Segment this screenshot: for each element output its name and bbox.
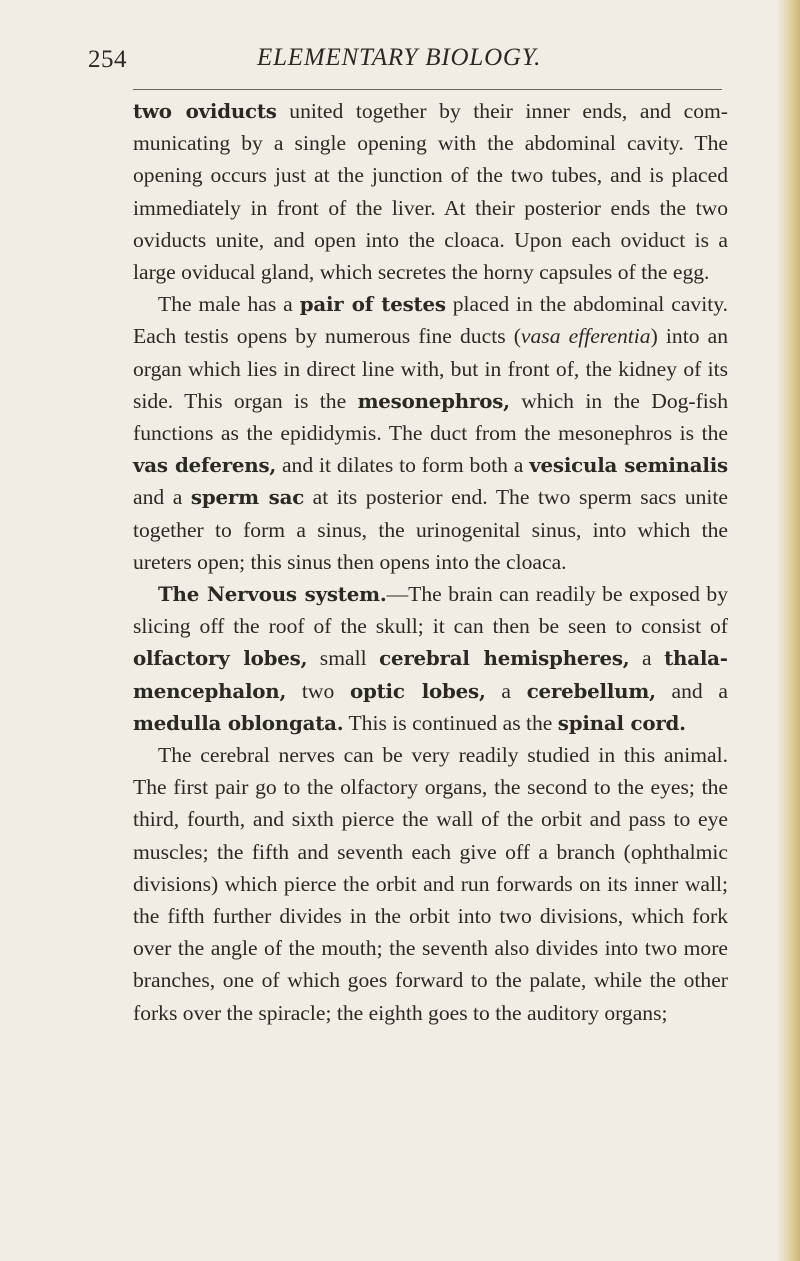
running-title: ELEMENTARY BIOLOGY. — [257, 44, 542, 71]
text-run: ) into an organ which lies in direct line with, but in front of, the kidney of its side. This organ is the — [133, 324, 728, 413]
bold-term: The Nervous system. — [158, 582, 387, 607]
bold-term: sperm sac — [190, 485, 305, 510]
text-run: The cerebral nerves can be very readily studied in this animal. The first pair go to the olfactory organs, the second to the eyes; the third, fourth, and sixth pierce the wall of the orbit and pass to eye muscles; the fifth and seventh each give off a branch (ophthalmic divisions) which pierce the orbit and run forwards on its inner wall; the fifth further divides in the orbit into two divisions, which fork over the angle of the mouth; the seventh also divides into two more branches, one of which goes forward to the palate, while the other forks over the spiracle; the eighth goes to the auditory organs; — [133, 743, 728, 1025]
bold-term: mesonephros, — [357, 388, 510, 413]
text-run: a — [629, 646, 665, 671]
bold-term: cerebellum, — [526, 678, 656, 703]
bold-term: medulla oblongata. — [133, 710, 344, 735]
text-run: two — [286, 678, 350, 703]
text-run: and it dilates to form both a — [276, 453, 530, 478]
text-run: united together by their inner ends, and communicating by a single opening with the abdominal cavity. The opening occurs just at the junction of the two tubes, and is placed immediately in front of the liver. At their posterior ends the two oviducts unite, and open into the cloaca. Upon each oviduct is a large oviducal gland, which secretes the horny capsules of the egg. — [133, 99, 728, 285]
bold-term: pair of testes — [299, 292, 446, 317]
text-run: small — [307, 646, 380, 671]
page-header — [0, 44, 800, 94]
text-run: a — [485, 678, 527, 703]
bold-term: optic lobes, — [349, 678, 486, 703]
text-run: —The brain can readily be exposed by slicing off the roof of the skull; it can then be seen to consist of — [133, 582, 729, 639]
bold-term: vesicula seminalis — [529, 453, 728, 478]
bold-term: cerebral hemispheres, — [379, 646, 630, 671]
header-rule — [133, 89, 722, 90]
bold-term: spinal cord. — [557, 710, 686, 735]
text-run: The male has a — [158, 292, 300, 317]
paragraph — [133, 95, 728, 288]
text-run: which in the Dog-fish functions as the epididymis. The duct from the mesonephros is the — [133, 388, 729, 446]
text-run: This is continued as the — [343, 710, 558, 735]
text-run: and a — [655, 678, 729, 703]
bold-term: two oviducts — [133, 99, 277, 123]
paragraph — [133, 739, 728, 1029]
body-text — [133, 95, 728, 1029]
text-run: at its posterior end. The two sperm sacs unite together to form a sinus, the urinogenital sinus, into which the ureters open; this sinus then opens into the cloaca. — [133, 485, 729, 574]
italic-term: vasa efferentia — [520, 324, 651, 349]
text-run: placed in the abdominal cavity. Each testis opens by numerous fine ducts ( — [133, 292, 728, 349]
bold-term: thalamencephalon, — [133, 646, 728, 703]
bold-term: vas deferens, — [133, 453, 277, 478]
text-run: and a — [133, 485, 191, 510]
paragraph — [133, 288, 728, 578]
bold-term: olfactory lobes, — [133, 646, 308, 671]
page-number: 254 — [88, 46, 127, 73]
paragraph — [133, 578, 728, 739]
